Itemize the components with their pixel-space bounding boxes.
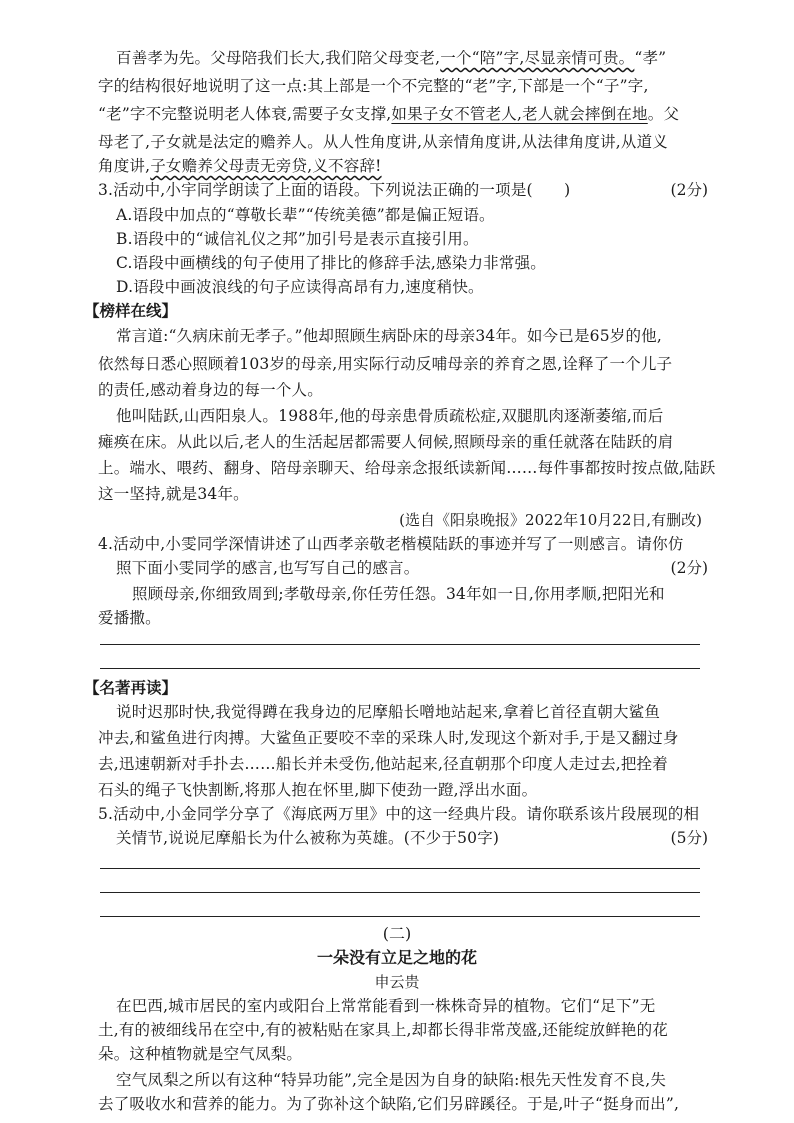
classic-line-3: 去,迅速朝新对手扑去……船长并未受伤,他站起来,径直朝那个印度人走过去,把拴着	[98, 755, 669, 773]
passage-line-2: 字的结构很好地说明了这一点:其上部是一个不完整的“老”字,下部是一个“子”字,	[98, 77, 649, 95]
model-line-7: 这一坚持,就是34年。	[98, 485, 249, 503]
article-line-5: 去了吸收水和营养的能力。为了弥补这个缺陷,它们另辟蹊径。于是,叶子“挺身而出”,	[98, 1095, 680, 1113]
article-line-1: 在巴西,城市居民的室内或阳台上常常能看到一株株奇异的植物。它们“足下”无	[116, 997, 656, 1015]
answer-line[interactable]	[100, 644, 700, 645]
passage-text: 百善孝为先。父母陪我们长大,我们陪父母变老,	[116, 49, 441, 67]
question-5-stem-line-2: 关情节,说说尼摩船长为什么被称为英雄。(不少于50字)	[116, 829, 500, 847]
article-line-4: 空气凤梨之所以有这种“特异功能”,完全是因为自身的缺陷:根先天性发育不良,失	[116, 1071, 667, 1089]
answer-line[interactable]	[100, 892, 700, 893]
article-line-2: 土,有的被细线吊在空中,有的被粘贴在家具上,却都长得非常茂盛,还能绽放鲜艳的花	[98, 1021, 669, 1039]
passage-line-5	[98, 154, 710, 178]
question-3-score: (2分)	[670, 181, 708, 199]
wavy-underlined-text: 一个“陪”字,尽显亲情可贵。	[440, 49, 635, 67]
answer-line[interactable]	[100, 868, 700, 869]
model-line-3: 的责任,感动着身边的每一个人。	[98, 381, 323, 399]
passage-line-4: 母老了,子女就是法定的赡养人。从人性角度讲,从亲情角度讲,从法律角度讲,从道义	[98, 133, 669, 151]
passage-text: “老”字不完整说明老人体衰,需要子女支撑,	[98, 105, 392, 123]
passage-text: 角度讲,	[98, 157, 151, 175]
question-3-option-a[interactable]: A.语段中加点的“尊敬长辈”“传统美德”都是偏正短语。	[116, 206, 495, 224]
passage-line-3	[98, 102, 710, 126]
article-author: 申云贵	[374, 973, 420, 991]
question-4-example-line-2: 爱播撒。	[98, 609, 161, 627]
question-4-stem-line-2: 照下面小雯同学的感言,也写写自己的感言。	[116, 559, 420, 577]
wavy-underlined-text: 子女赡养父母责无旁贷,义不容辞!	[150, 157, 382, 175]
section-heading-model: 【榜样在线】	[84, 301, 178, 320]
question-3-option-c[interactable]: C.语段中画横线的句子使用了排比的修辞手法,感染力非常强。	[116, 254, 546, 272]
passage-text: 。父	[647, 105, 680, 123]
question-4-score: (2分)	[670, 559, 708, 577]
article-line-3: 朵。这种植物就是空气凤梨。	[98, 1045, 303, 1063]
model-line-1: 常言道:“久病床前无孝子。”他却照顾生病卧床的母亲34年。如今已是65岁的他,	[116, 327, 662, 345]
model-line-5: 瘫痪在床。从此以后,老人的生活起居都需要人伺候,照顾母亲的重任就落在陆跃的肩	[98, 433, 674, 451]
classic-line-1: 说时迟那时快,我觉得蹲在我身边的尼摩船长噌地站起来,拿着匕首径直朝大鲨鱼	[116, 703, 661, 721]
question-3-stem: 3.活动中,小宇同学朗读了上面的语段。下列说法正确的一项是( )	[98, 181, 571, 199]
model-line-4: 他叫陆跃,山西阳泉人。1988年,他的母亲患骨质疏松症,双腿肌肉逐渐萎缩,而后	[116, 407, 664, 425]
classic-line-4: 石头的绳子飞快割断,将那人抱在怀里,脚下使劲一蹬,浮出水面。	[98, 781, 538, 799]
article-title: 一朵没有立足之地的花	[316, 948, 477, 967]
question-3-option-d[interactable]: D.语段中画波浪线的句子应读得高昂有力,速度稍快。	[116, 278, 484, 296]
model-line-6: 上。端水、喂药、翻身、陪母亲聊天、给母亲念报纸读新闻……每件事都按时按点做,陆跃	[98, 459, 716, 477]
question-5-score: (5分)	[670, 829, 708, 847]
answer-line[interactable]	[100, 916, 700, 917]
passage-text: “孝”	[634, 49, 667, 67]
question-3-option-b[interactable]: B.语段中的“诚信礼仪之邦”加引号是表示直接引用。	[116, 230, 479, 248]
question-4-example-line-1: 照顾母亲,你细致周到;孝敬母亲,你任劳任怨。34年如一日,你用孝顺,把阳光和	[132, 585, 665, 603]
passage-line-1	[116, 46, 728, 70]
section-number: (二)	[382, 924, 412, 943]
question-4-stem-line-1: 4.活动中,小雯同学深情讲述了山西孝亲敬老楷模陆跃的事迹并写了一则感言。请你仿	[98, 535, 684, 553]
underlined-text: 如果子女不管老人,老人就会摔倒在地	[391, 105, 648, 123]
model-line-2: 依然每日悉心照顾着103岁的母亲,用实际行动反哺母亲的养育之恩,诠释了一个儿子	[98, 355, 673, 373]
section-heading-classic: 【名著再读】	[84, 678, 178, 697]
source-citation: (选自《阳泉晚报》2022年10月22日,有删改)	[399, 511, 702, 529]
classic-line-2: 冲去,和鲨鱼进行肉搏。大鲨鱼正要咬不幸的采珠人时,发现这个新对手,于是又翻过身	[98, 729, 679, 747]
answer-line[interactable]	[100, 668, 700, 669]
question-5-stem-line-1: 5.活动中,小金同学分享了《海底两万里》中的这一经典片段。请你联系该片段展现的相	[98, 805, 700, 823]
